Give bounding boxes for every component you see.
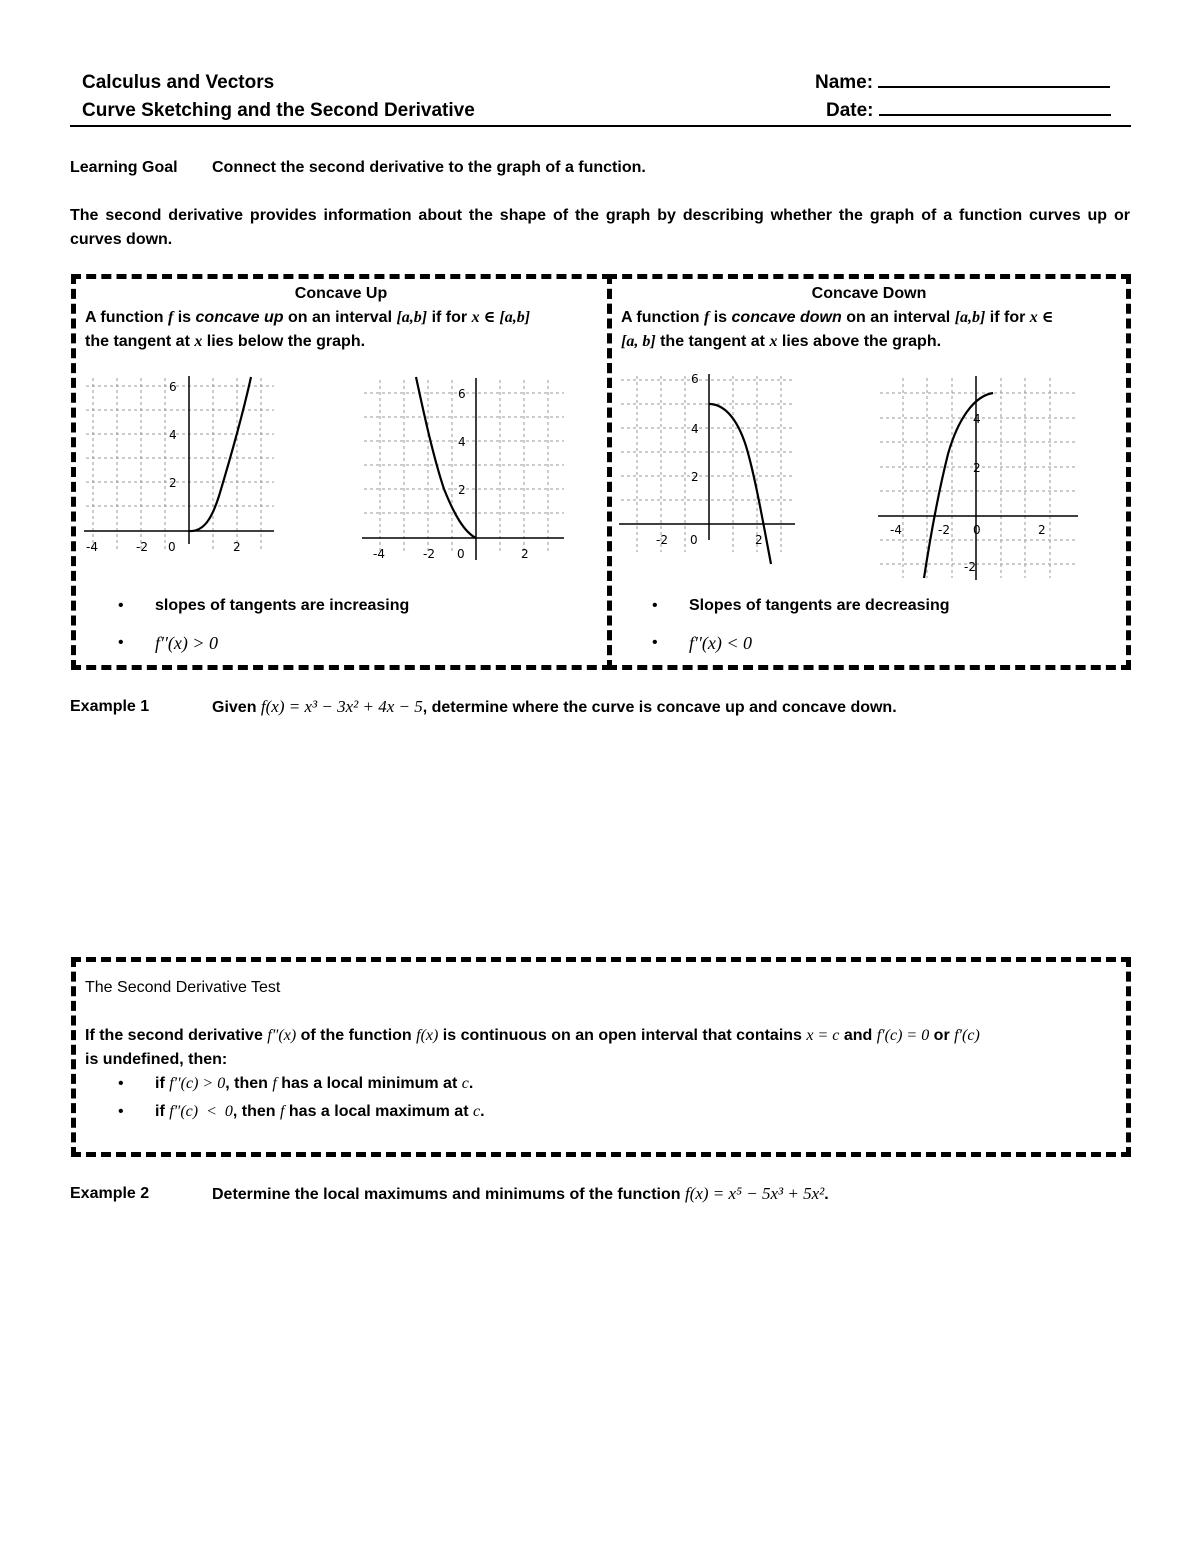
def-term: concave down [731,309,842,326]
tick-label-y: 2 [973,461,981,475]
tick-label-x: 0 [457,547,465,560]
tick-label-y: 4 [458,435,466,449]
name-label: Name: [815,72,874,93]
def-interval: [a,b] [954,309,986,326]
concave-up-bullet-2: f′′(x) > 0 [155,633,218,653]
example-2-label: Example 2 [70,1185,150,1202]
tick-label-y: 2 [458,483,466,497]
def-term: concave up [195,309,284,326]
sdt-math: f′′(c) > 0 [169,1075,226,1092]
concave-up-def-line2 [85,330,365,354]
sdt-title: The Second Derivative Test [85,979,281,996]
def-text: A function [85,309,168,326]
bullet-glyph: • [652,634,658,651]
concave-up-bullet-1: slopes of tangents are increasing [155,597,410,614]
learning-goal-text: Connect the second derivative to the graph of a function. [212,159,646,176]
tick-label-y: 4 [169,428,177,442]
tick-label-y: -2 [964,560,976,574]
def-f: f [167,309,174,326]
topic-title: Curve Sketching and the Second Derivative [82,100,475,121]
sdt-text: if [155,1075,170,1092]
sdt-bullet-2 [155,1100,485,1124]
def-text: on an interval [283,309,397,326]
curve [924,393,993,578]
curve [416,377,476,538]
sdt-text: and [839,1027,877,1044]
sdt-math: f [280,1103,285,1120]
concave-down-bullet-1: Slopes of tangents are decreasing [689,597,950,614]
tick-label-y: 2 [169,476,177,490]
sdt-text: , then [225,1075,273,1092]
sdt-bullet-1 [155,1072,473,1096]
sdt-math: c [461,1075,469,1092]
sdt-math: f(x) [416,1027,439,1044]
name-field [815,72,1110,94]
sdt-text: . [468,1075,474,1092]
tick-label-x: -2 [136,540,148,554]
def-text: if for [985,309,1030,326]
concave-up-def-line1 [85,306,530,330]
learning-goal-label: Learning Goal [70,159,178,176]
tick-label-y: 6 [458,387,466,401]
def-interval: [a,b] [396,309,428,326]
example-1-text [212,695,897,720]
bullet-glyph: • [118,1075,124,1092]
def-cond: x ∈ [a,b] [471,309,531,326]
concave-down-bullet-2: f′′(x) < 0 [689,633,752,653]
name-blank [878,86,1110,88]
sdt-text: is continuous on an open interval that contains [438,1027,807,1044]
course-title: Calculus and Vectors [82,72,275,93]
tick-label-x: 0 [973,523,981,537]
curve [189,377,251,531]
def-text: the tangent at [655,333,770,350]
sdt-text: if [155,1103,170,1120]
def-text: lies below the graph. [202,333,366,350]
def-f: f [703,309,710,326]
def-interval: [a, b] [621,333,656,350]
tick-label-y: 6 [169,380,177,394]
example-2-text [212,1182,829,1207]
def-text: the tangent at [85,333,195,350]
def-text: on an interval [841,309,955,326]
tick-label-y: 2 [691,470,699,484]
tick-label-y: 6 [691,372,699,386]
def-text: A function [621,309,704,326]
sdt-text: If the second derivative [85,1027,268,1044]
sdt-math: f″(x) [267,1027,297,1044]
intro-paragraph: The second derivative provides information about the shape of the graph by describing whether the graph of a function curves up or curves down. [70,207,1130,248]
sdt-math: f″(c) < 0 [169,1103,233,1120]
tick-label-x: -2 [656,533,668,547]
sdt-math: c [472,1103,481,1120]
concave-down-title: Concave Down [811,285,927,302]
header-rule [70,125,1131,127]
sdt-math: x = c [806,1027,840,1044]
example-text: Determine the local maximums and minimums of the function [212,1186,685,1203]
bullet-glyph: • [118,597,124,614]
date-field [826,100,1111,122]
def-x: x [769,333,778,350]
tick-label-x: -2 [938,523,950,537]
def-text: if for [427,309,472,326]
sdt-math: f′(c) = 0 [876,1027,930,1044]
def-x: x [194,333,203,350]
bullet-glyph: • [652,597,658,614]
bullet-glyph: • [118,634,124,651]
sdt-text: of the function [296,1027,417,1044]
date-blank [879,114,1111,116]
tick-label-x: 2 [755,533,763,547]
tick-label-x: 2 [233,540,241,554]
example-1-label: Example 1 [70,698,150,715]
tick-label-x: -4 [86,540,98,554]
concave-up-title: Concave Up [294,285,388,302]
bullet-glyph: • [118,1103,124,1120]
sdt-text: has a local minimum at [276,1075,462,1092]
tick-label-x: -4 [373,547,385,560]
sdt-line-2: is undefined, then: [85,1051,228,1068]
sdt-text: or [929,1027,955,1044]
tick-label-x: 0 [690,533,698,547]
concave-down-graph-1 [619,372,799,566]
tick-label-x: 0 [168,540,176,554]
tick-label-x: -2 [423,547,435,560]
example-function: f(x) = x⁵ − 5x³ + 5x² [684,1184,825,1203]
sdt-text: has a local maximum at [284,1103,473,1120]
concave-up-graph-1 [84,372,276,558]
tick-label-y: 4 [973,412,981,426]
sdt-line-1 [85,1024,1115,1048]
tick-label-x: 2 [1038,523,1046,537]
def-text: is [173,309,196,326]
tick-label-x: 2 [521,547,529,560]
tick-label-x: -4 [890,523,902,537]
concave-down-def-line1 [621,306,1054,330]
sdt-text: , then [232,1103,280,1120]
concave-up-graph-2 [362,374,566,560]
def-text: is [709,309,732,326]
example-function: f(x) = x³ − 3x² + 4x − 5 [260,697,423,716]
concave-down-def-line2 [621,330,941,354]
sdt-math: f′(c) [954,1027,980,1044]
def-cond: x ∈ [1029,309,1054,326]
sdt-math: f [272,1075,277,1092]
concave-down-graph-2 [878,374,1080,580]
example-text: , determine where the curve is concave up and concave down. [422,699,897,716]
date-label: Date: [826,100,874,121]
example-text: Given [212,699,261,716]
tick-label-y: 4 [691,422,699,436]
def-text: lies above the graph. [777,333,942,350]
example-text: . [824,1186,829,1203]
sdt-text: . [480,1103,485,1120]
